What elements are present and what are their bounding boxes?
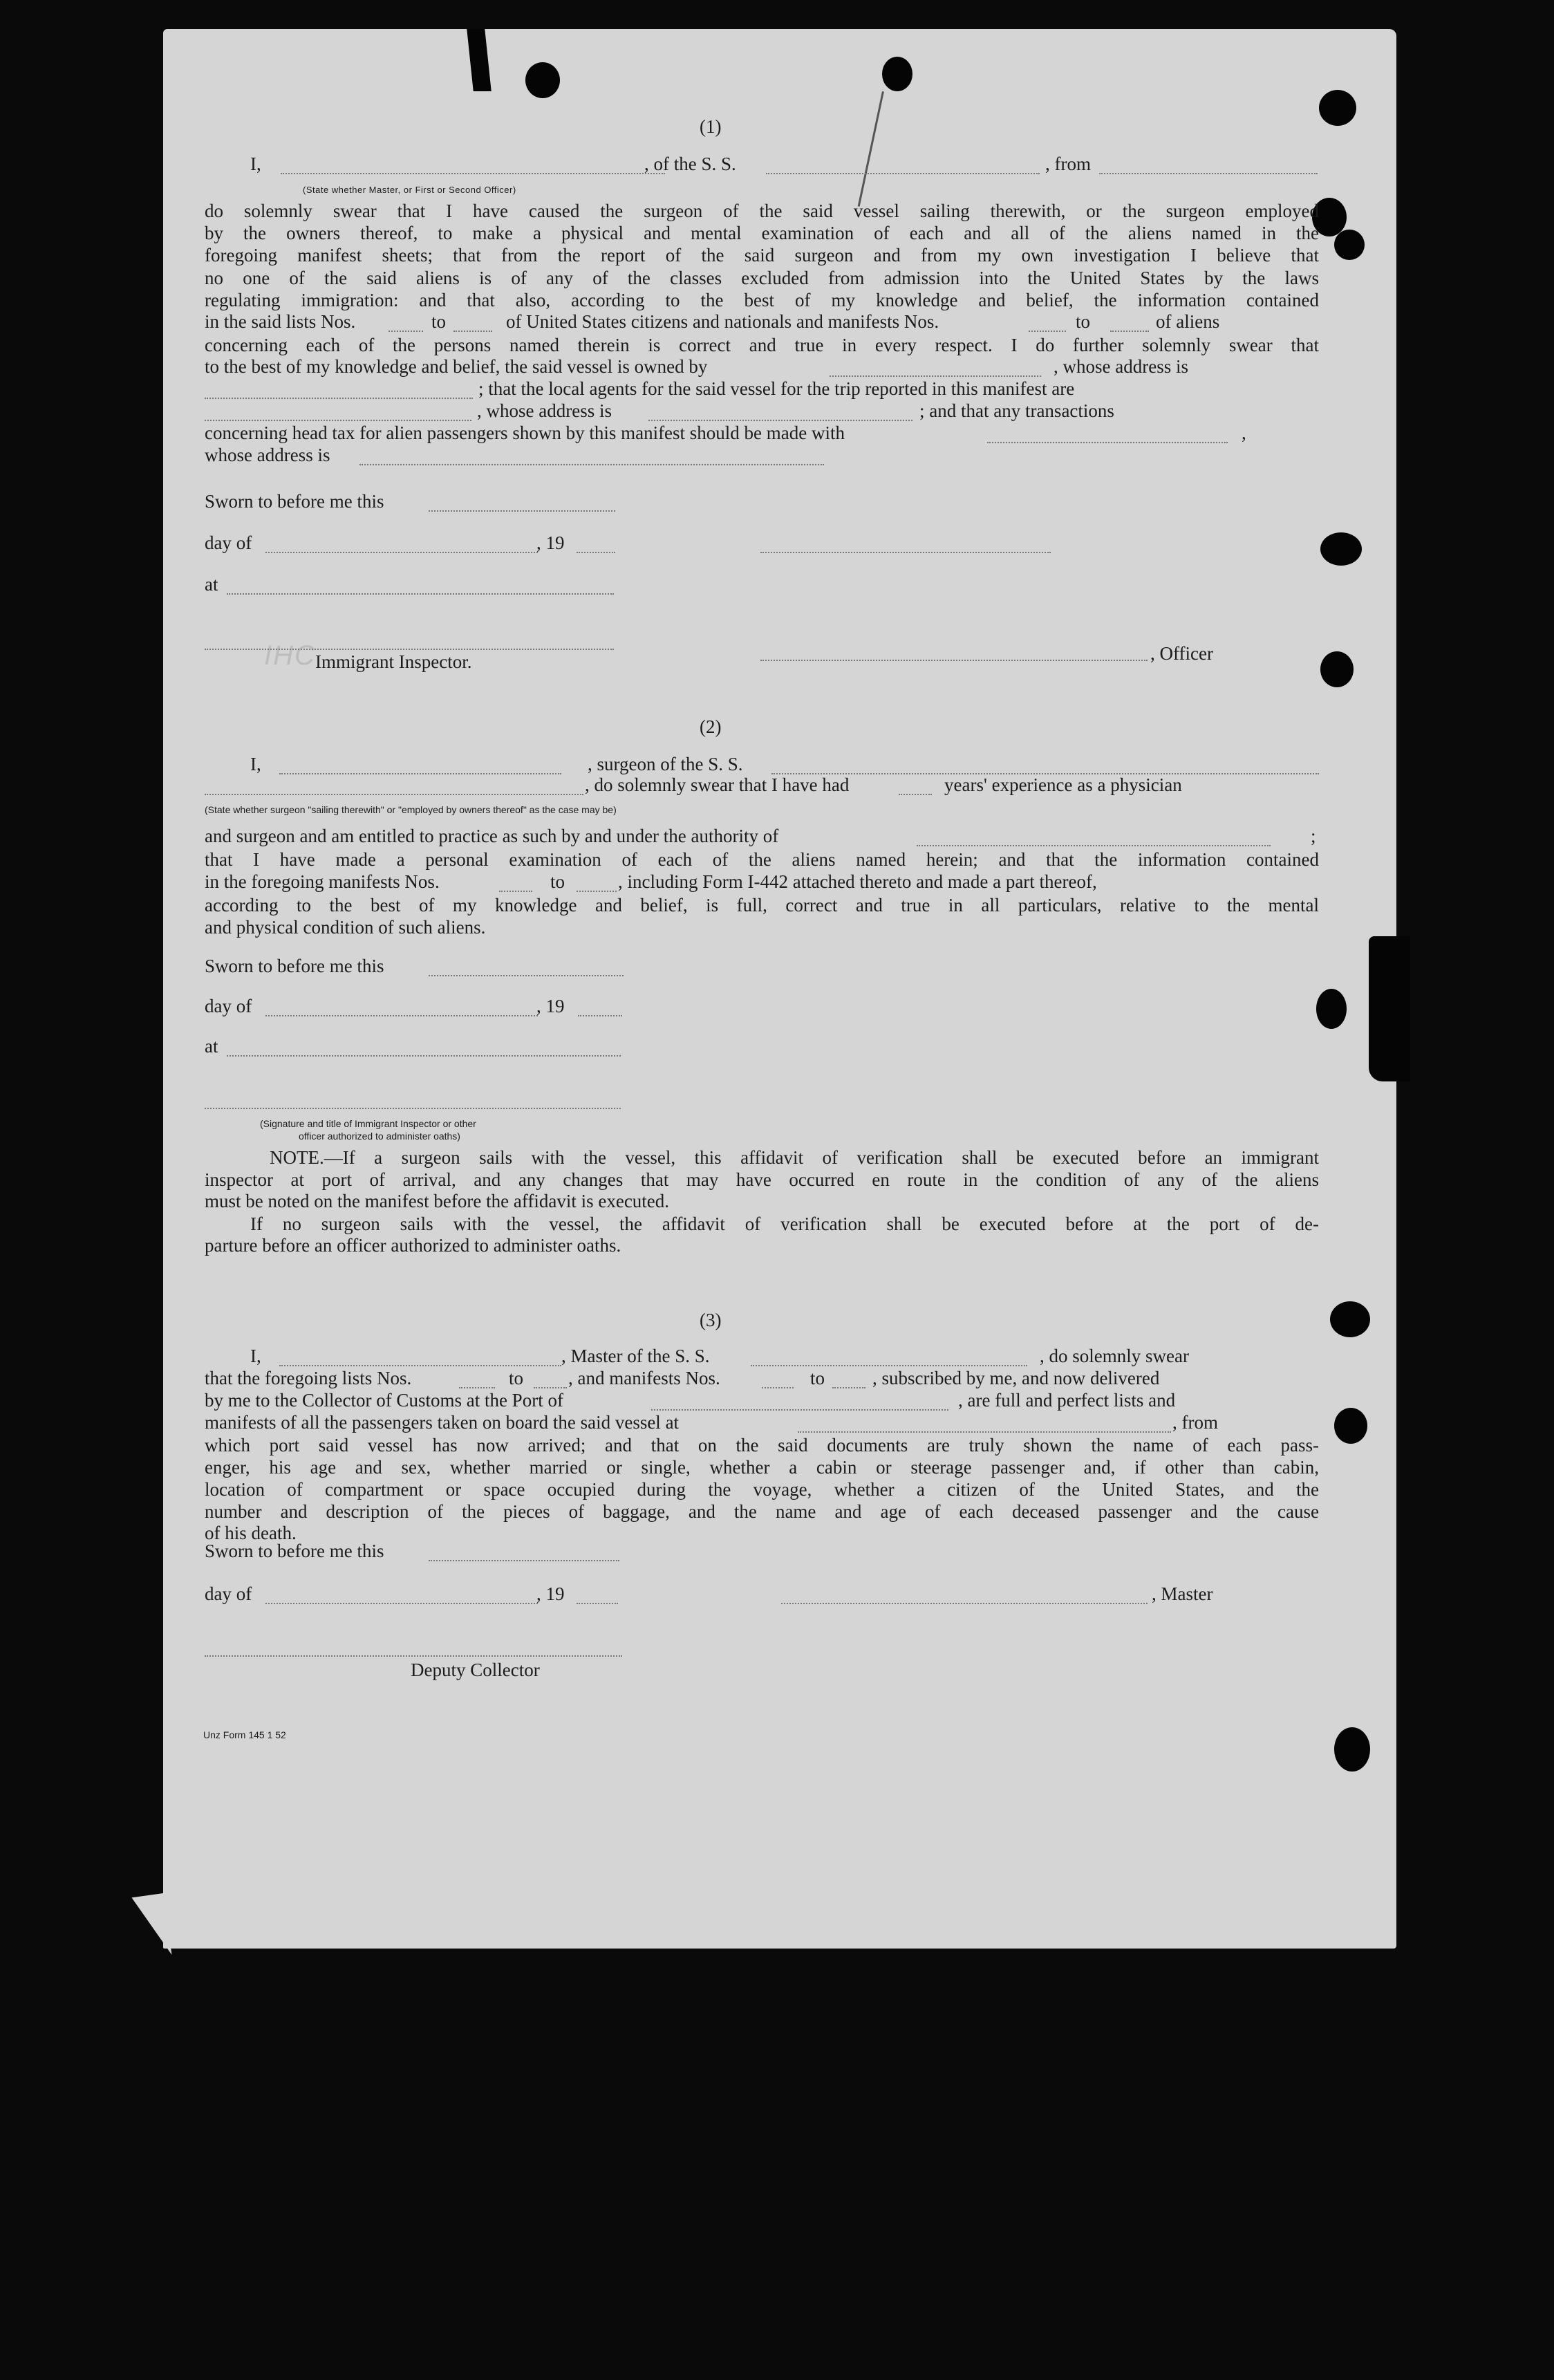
sec1-l6e: of aliens xyxy=(1156,311,1220,332)
sec1-line: do solemnly swear that I have caused the surgeon of the said vessel sailing therewith, or the surgeon employed xyxy=(205,201,1319,221)
sec3-l2e: , subscribed by me, and now delivered xyxy=(872,1368,1160,1388)
sec2-at: at xyxy=(205,1036,218,1057)
master-manifests-to-blank[interactable] xyxy=(832,1387,865,1388)
sig-caption: (Signature and title of Immigrant Inspector or other xyxy=(260,1118,476,1129)
surgeon-name-blank[interactable] xyxy=(279,773,561,774)
sec1-line: by the owners thereof, to make a physical and mental examination of each and all of the aliens named in the xyxy=(205,223,1319,243)
manifests-to-blank[interactable] xyxy=(1110,331,1149,332)
sec2-year-blank[interactable] xyxy=(578,1015,622,1016)
sec2-sworn-blank[interactable] xyxy=(429,975,624,976)
years-blank[interactable] xyxy=(899,794,932,795)
sec2-l5b: to xyxy=(550,871,565,892)
master-name-blank[interactable] xyxy=(279,1365,561,1366)
deputy-signature-blank[interactable] xyxy=(205,1655,622,1657)
section-3-number: (3) xyxy=(700,1310,722,1330)
sec2-day-blank[interactable] xyxy=(265,1015,538,1016)
sec1-l6c: of United States citizens and nationals and manifests Nos. xyxy=(506,311,939,332)
owner-address-blank[interactable] xyxy=(205,398,473,399)
sec1-day-of: day of xyxy=(205,532,252,553)
sec1-line: concerning each of the persons named therein is correct and true in every respect. I do further solemnly swear that xyxy=(205,335,1319,355)
authority-blank[interactable] xyxy=(917,845,1271,846)
sec3-nineteen: , 19 xyxy=(536,1583,565,1604)
surgeon-manifest-to-blank[interactable] xyxy=(577,891,617,892)
officer-signature-blank[interactable] xyxy=(760,552,1051,553)
section-2-number: (2) xyxy=(700,716,722,737)
sec2-at-blank[interactable] xyxy=(227,1055,621,1057)
sec2-l3b: ; xyxy=(1311,826,1316,846)
sec1-l12: whose address is xyxy=(205,445,330,465)
page-tear xyxy=(467,29,491,91)
master-manifests-from-blank[interactable] xyxy=(762,1387,794,1388)
sec1-l6b: to xyxy=(431,311,447,332)
sec3-l4b: , from xyxy=(1172,1412,1218,1433)
sec2-sworn: Sworn to before me this xyxy=(205,956,384,976)
sec2-l2a: , do solemnly swear that I have had xyxy=(585,774,850,795)
sec3-sworn: Sworn to before me this xyxy=(205,1541,384,1561)
sec2-line: and physical condition of such aliens. xyxy=(205,917,486,938)
section-1-number: (1) xyxy=(700,116,722,137)
sec1-inspector: Immigrant Inspector. xyxy=(315,651,472,672)
sec1-l8a: to the best of my knowledge and belief, the said vessel is owned by xyxy=(205,356,708,377)
state-caption: (State whether Master, or First or Second Officer) xyxy=(303,185,516,195)
faint-stamp: IHC xyxy=(264,640,316,671)
punch-hole xyxy=(1320,651,1354,687)
punch-hole xyxy=(882,57,912,91)
agents-address-blank[interactable] xyxy=(648,420,912,421)
sec3-l3a: by me to the Collector of Customs at the Port of xyxy=(205,1390,563,1411)
sec3-master: , Master xyxy=(1152,1583,1213,1604)
punch-hole xyxy=(525,62,560,98)
sec1-of-ss: , of the S. S. xyxy=(644,154,736,174)
head-tax-blank[interactable] xyxy=(987,442,1228,443)
sec3-l1c: , do solemnly swear xyxy=(1040,1346,1189,1366)
sec3-deputy: Deputy Collector xyxy=(411,1660,540,1680)
master-signature-blank[interactable] xyxy=(781,1603,1148,1604)
sec3-line: of his death. xyxy=(205,1523,297,1543)
master-lists-to-blank[interactable] xyxy=(534,1387,567,1388)
at-blank[interactable] xyxy=(227,593,614,595)
sec1-l11a: concerning head tax for alien passengers shown by this manifest should be made with xyxy=(205,422,845,443)
punch-hole xyxy=(1330,1301,1370,1337)
master-vessel-blank[interactable] xyxy=(751,1365,1027,1366)
sec1-l10b: ; and that any transactions xyxy=(919,400,1114,421)
sec3-i: I, xyxy=(250,1346,261,1366)
sec1-l9: ; that the local agents for the said vessel for the trip reported in this manifest are xyxy=(478,378,1075,399)
page-tear xyxy=(1369,936,1410,1081)
master-lists-from-blank[interactable] xyxy=(459,1387,495,1388)
owner-blank[interactable] xyxy=(830,375,1041,377)
sec3-day-of: day of xyxy=(205,1583,252,1604)
sec3-line: which port said vessel has now arrived; and that on the said documents are truly shown the name of each pass- xyxy=(205,1435,1319,1456)
sec2-l5a: in the foregoing manifests Nos. xyxy=(205,871,440,892)
sec1-l8b: , whose address is xyxy=(1054,356,1188,377)
note-line: NOTE.—If a surgeon sails with the vessel, this affidavit of verification shall be executed before an immigrant xyxy=(270,1147,1319,1168)
lists-to-blank[interactable] xyxy=(453,331,492,332)
sec1-sworn: Sworn to before me this xyxy=(205,491,384,512)
punch-hole xyxy=(1334,1727,1370,1772)
paper-crack xyxy=(858,91,884,207)
sec1-at: at xyxy=(205,574,218,595)
document-page xyxy=(163,29,1396,1949)
sec2-line: that I have made a personal examination of each of the aliens named herein; and that the information contained xyxy=(205,849,1319,870)
manifests-from-blank[interactable] xyxy=(1029,331,1066,332)
sec2-signature-blank[interactable] xyxy=(205,1108,621,1109)
officer-title-blank[interactable] xyxy=(760,660,1148,661)
sec1-from: , from xyxy=(1045,154,1091,174)
agents-blank[interactable] xyxy=(205,420,471,421)
vessel-name-blank[interactable] xyxy=(766,173,1040,174)
punch-hole xyxy=(1316,989,1347,1029)
officer-name-blank[interactable] xyxy=(281,173,665,174)
note-line: parture before an officer authorized to administer oaths. xyxy=(205,1235,621,1256)
sec2-l3a: and surgeon and am entitled to practice as such by and under the authority of xyxy=(205,826,779,846)
sec3-sworn-blank[interactable] xyxy=(429,1560,619,1561)
sec3-l2a: that the foregoing lists Nos. xyxy=(205,1368,412,1388)
sec2-nineteen: , 19 xyxy=(536,996,565,1016)
note-line: inspector at port of arrival, and any changes that may have occurred en route in the condition of any of the aliens xyxy=(205,1169,1319,1190)
sec1-line: foregoing manifest sheets; that from the report of the said surgeon and from my own investigation I believe that xyxy=(205,245,1319,266)
form-id: Unz Form 145 1 52 xyxy=(203,1729,286,1740)
sec1-l6d: to xyxy=(1076,311,1091,332)
sec2-l1b: , surgeon of the S. S. xyxy=(588,754,743,774)
sec3-l2d: to xyxy=(810,1368,825,1388)
sec2-day-of: day of xyxy=(205,996,252,1016)
day-of-blank[interactable] xyxy=(265,552,538,553)
sec1-nineteen: , 19 xyxy=(536,532,565,553)
sec3-l3b: , are full and perfect lists and xyxy=(958,1390,1176,1411)
sworn-date-blank[interactable] xyxy=(429,510,615,512)
sec1-officer: , Officer xyxy=(1150,643,1213,664)
sec3-day-blank[interactable] xyxy=(265,1603,538,1604)
surgeon-manifest-from-blank[interactable] xyxy=(499,891,532,892)
sec3-line: enger, his age and sex, whether married or single, whether a cabin or steerage passenger and, if other than cabin, xyxy=(205,1457,1319,1478)
sec3-l1b: , Master of the S. S. xyxy=(561,1346,710,1366)
sec2-line: according to the best of my knowledge and belief, is full, correct and true in all particulars, relative to the mental xyxy=(205,895,1319,915)
punch-hole xyxy=(1319,90,1356,126)
sec1-line: regulating immigration: and that also, according to the best of my knowledge and belief, the information contained xyxy=(205,290,1319,310)
sec3-year-blank[interactable] xyxy=(577,1603,618,1604)
lists-from-blank[interactable] xyxy=(388,331,423,332)
sec3-line: location of compartment or space occupied during the voyage, whether a citizen of the United States, and the xyxy=(205,1479,1319,1500)
punch-hole xyxy=(1320,532,1362,566)
surgeon-caption: (State whether surgeon "sailing therewith" or "employed by owners thereof" as the case may be) xyxy=(205,804,617,815)
sec1-i: I, xyxy=(250,154,261,174)
sec3-l4a: manifests of all the passengers taken on board the said vessel at xyxy=(205,1412,680,1433)
sec2-l2b: years' experience as a physician xyxy=(944,774,1182,795)
sec1-l11b: , xyxy=(1242,422,1246,443)
port-blank[interactable] xyxy=(651,1409,948,1411)
note-line: If no surgeon sails with the vessel, the affidavit of verification shall be executed before at the port of de- xyxy=(250,1214,1319,1234)
note-line: must be noted on the manifest before the affidavit is executed. xyxy=(205,1191,670,1211)
sec3-l2c: , and manifests Nos. xyxy=(568,1368,720,1388)
surgeon-status-blank[interactable] xyxy=(205,794,583,795)
boarding-port-blank[interactable] xyxy=(798,1431,1171,1433)
punch-hole xyxy=(1334,1408,1367,1444)
sec1-l6a: in the said lists Nos. xyxy=(205,311,356,332)
from-port-blank[interactable] xyxy=(1099,173,1318,174)
sec2-l5c: , including Form I-442 attached thereto and made a part thereof, xyxy=(618,871,1097,892)
inspector-signature-blank[interactable] xyxy=(205,649,614,650)
sec3-line: number and description of the pieces of baggage, and the name and age of each deceased passenger and the cause xyxy=(205,1501,1319,1522)
head-tax-address-blank[interactable] xyxy=(359,464,824,465)
sec3-l2b: to xyxy=(509,1368,524,1388)
sig-caption: officer authorized to administer oaths) xyxy=(299,1131,460,1142)
year-blank[interactable] xyxy=(577,552,615,553)
sec2-i: I, xyxy=(250,754,261,774)
sec1-line: no one of the said aliens is of any of the classes excluded from admission into the United States by the laws xyxy=(205,268,1319,288)
punch-hole xyxy=(1334,230,1365,260)
sec1-l10a: , whose address is xyxy=(477,400,612,421)
